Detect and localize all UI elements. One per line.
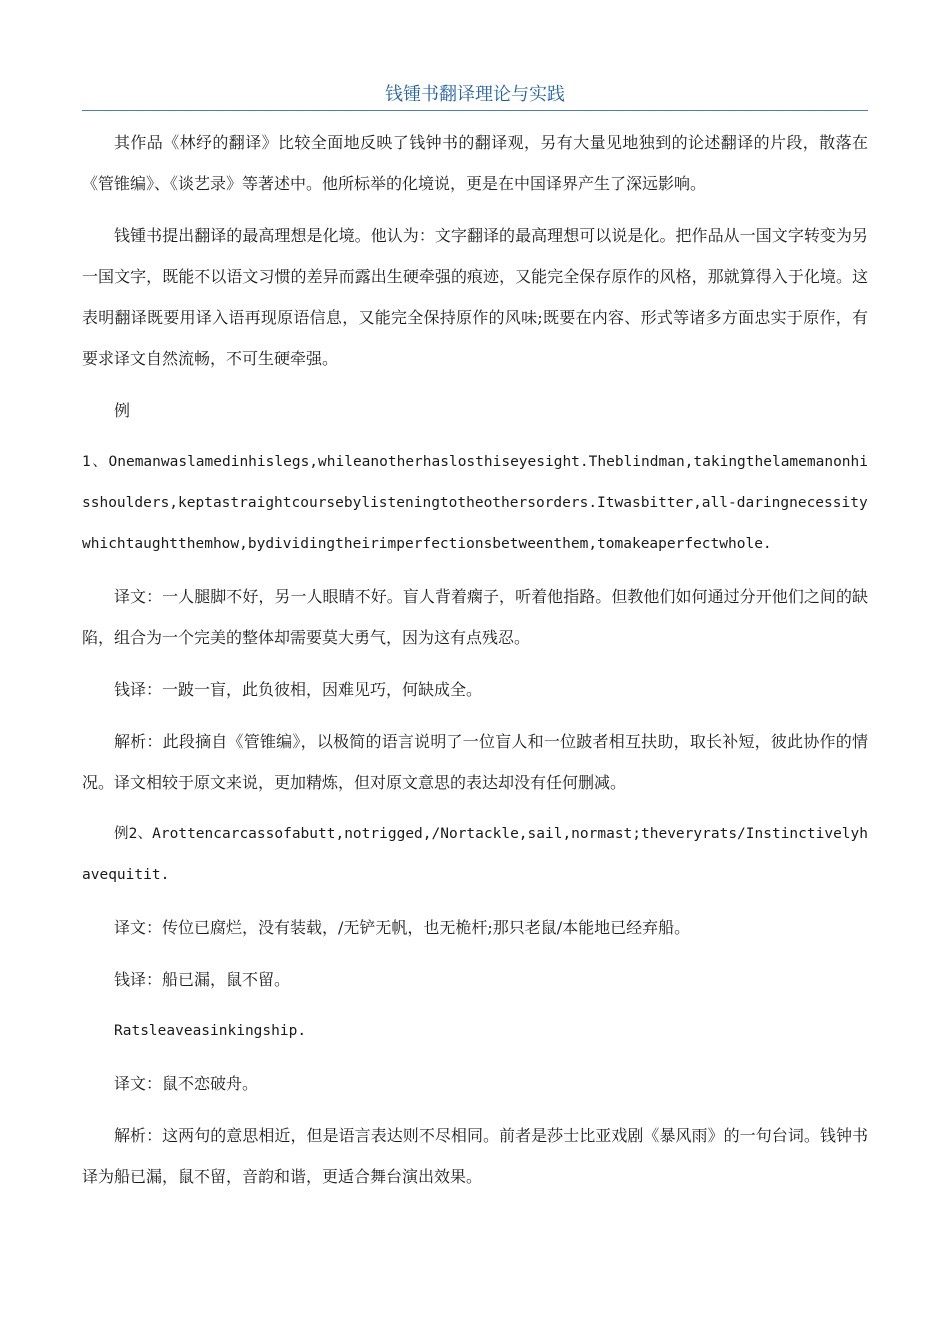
example-1-qian-translation: 钱译：一跛一盲，此负彼相，因难见巧，何缺成全。 bbox=[114, 680, 483, 699]
paragraph-huajing: 钱锺书提出翻译的最高理想是化境。他认为：文字翻译的最高理想可以说是化。把作品从一国文字转变为另一国文字，既能不以语文习惯的差异而露出生硬牵强的痕迹，又能完全保存原作的风格，那就算得入于化境。这表明翻译既要用译入语再现原语信息，又能完全保持原作的风味;既要在内容、形式等诸多方面忠实于原作，有要求译文自然流畅，不可生硬牵强。 bbox=[82, 226, 868, 368]
example-1-analysis: 解析：此段摘自《管锥编》，以极简的语言说明了一位盲人和一位跛者相互扶助，取长补短，彼此协作的情况。译文相较于原文来说，更加精炼，但对原文意思的表达却没有任何删减。 bbox=[82, 732, 868, 792]
example-2-qian-translation: 钱译：船已漏，鼠不留。 bbox=[114, 970, 291, 989]
example-2-proverb: Ratsleaveasinkingship. bbox=[114, 1023, 307, 1039]
example-1-translation: 译文：一人腿脚不好，另一人眼睛不好。盲人背着瘸子，听着他指路。但教他们如何通过分开他们之间的缺陷，组合为一个完美的整体却需要莫大勇气，因为这有点残忍。 bbox=[82, 587, 868, 647]
example-2-english: 例2、Arottencarcassofabutt,notrigged,/Nortackle,sail,normast;theveryrats/Instinctivelyhavequitit. bbox=[82, 826, 868, 883]
document-body bbox=[82, 122, 868, 1208]
page-header-title: 钱锺书翻译理论与实践 bbox=[82, 82, 868, 111]
example-2-analysis: 解析：这两句的意思相近，但是语言表达则不尽相同。前者是莎士比亚戏剧《暴风雨》的一句台词。钱钟书译为船已漏，鼠不留，音韵和谐，更适合舞台演出效果。 bbox=[82, 1126, 868, 1186]
example-2-translation: 译文：传位已腐烂，没有装载，/无铲无帆，也无桅杆;那只老鼠/本能地已经弃船。 bbox=[114, 918, 691, 937]
example-2-proverb-translation: 译文：鼠不恋破舟。 bbox=[114, 1074, 259, 1093]
example-1-english: 1、Onemanwaslamedinhislegs,whileanotherhaslosthiseyesight.Theblindman,takingthelamemanonhisshoulders,keptastraightcoursebylisteningtotheothersorders.Itwasbitter,all-daringnecessitywhichtaughtthemhow,bydividingtheirimperfectionsbetweenthem,tomakeaperfectwhole. bbox=[82, 454, 868, 552]
example-heading: 例 bbox=[114, 401, 131, 420]
paragraph-intro: 其作品《林纾的翻译》比较全面地反映了钱钟书的翻译观，另有大量见地独到的论述翻译的片段，散落在《管锥编》、《谈艺录》等著述中。他所标举的化境说，更是在中国译界产生了深远影响。 bbox=[82, 133, 868, 193]
